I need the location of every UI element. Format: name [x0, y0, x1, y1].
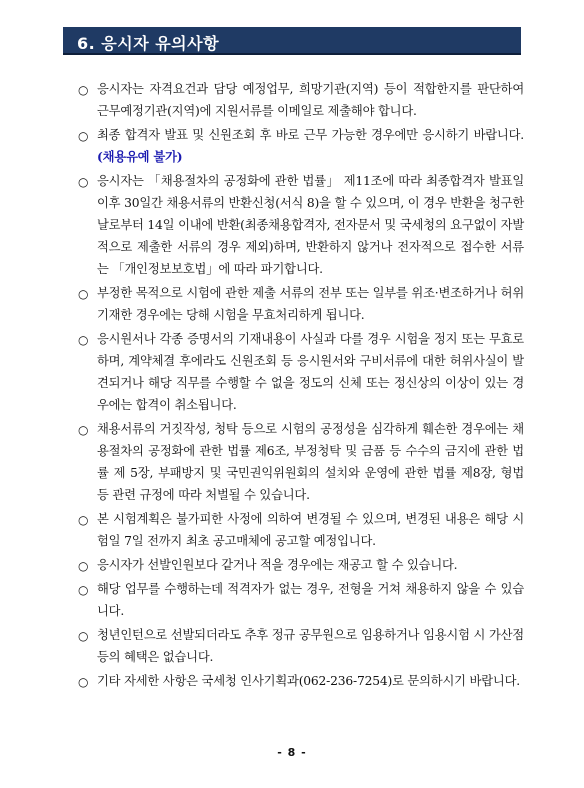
notice-text: 기타 자세한 사항은 국세청 인사기획과(062-236-7254)로 문의하시기 바랍니다. — [97, 674, 520, 688]
notice-text: 응시자는 「채용절차의 공정화에 관한 법률」 제11조에 따라 최종합격자 발표일 이후 30일간 채용서류의 반환신청(서식 8)을 할 수 있으며, 이 경우 반환을 청구한 날로부터 14일 이내에 반환(최종채용합격자, 전자문서 및 국세청의 요구없이 자발적으로 제출한 서류의 경우 제외)하며, 반환하지 않거나 전자적으로 접수한 서류는 「개인정보보호법」에 따라 파기합니다. — [97, 174, 524, 276]
list-item — [74, 124, 524, 168]
bullet-circle-icon: ○ — [78, 559, 89, 573]
list-item — [74, 508, 524, 552]
list-item — [74, 328, 524, 416]
notice-text — [97, 124, 524, 168]
notice-text: 부정한 목적으로 시험에 관한 제출 서류의 전부 또는 일부를 위조·변조하거나 허위 기재한 경우에는 당해 시험을 무효처리하게 됩니다. — [97, 286, 524, 322]
list-item — [74, 282, 524, 326]
bullet-circle-icon: ○ — [78, 423, 89, 437]
bullet-circle-icon: ○ — [78, 675, 89, 689]
notice-text: 해당 업무를 수행하는데 적격자가 없는 경우, 전형을 거쳐 채용하지 않을 수 있습니다. — [97, 582, 524, 618]
section-header — [63, 27, 521, 55]
bullet-circle-icon: ○ — [78, 287, 89, 301]
notice-text: 청년인턴으로 선발되더라도 추후 정규 공무원으로 임용하거나 임용시험 시 가산점 등의 혜택은 없습니다. — [97, 628, 524, 664]
list-item — [74, 624, 524, 668]
bullet-circle-icon: ○ — [78, 333, 89, 347]
bullet-circle-icon: ○ — [78, 513, 89, 527]
list-item — [74, 170, 524, 280]
notice-list — [74, 78, 524, 694]
notice-text: 채용서류의 거짓작성, 청탁 등으로 시험의 공정성을 심각하게 훼손한 경우에는 채용절차의 공정화에 관한 법률 제6조, 부정청탁 및 금품 등 수수의 금지에 관한 법률 제 5장, 부패방지 및 국민권익위원회의 설치와 운영에 관한 법률 제8장, 형법 등 관련 규정에 따라 처벌될 수 있습니다. — [97, 422, 524, 502]
bullet-circle-icon: ○ — [78, 83, 89, 97]
list-item — [74, 554, 524, 576]
notice-text: 본 시험계획은 불가피한 사정에 의하여 변경될 수 있으며, 변경된 내용은 해당 시험일 7일 전까지 최초 공고매체에 공고할 예정입니다. — [97, 512, 524, 548]
list-item — [74, 578, 524, 622]
notice-text: 응시원서나 각종 증명서의 기재내용이 사실과 다를 경우 시험을 정지 또는 무효로 하며, 계약체결 후에라도 신원조회 등 응시원서와 구비서류에 대한 허위사실이 발견되거나 해당 직무를 수행할 수 없을 정도의 신체 또는 정신상의 이상이 있는 경우에는 합격이 취소됩니다. — [97, 332, 524, 412]
list-item — [74, 418, 524, 506]
list-item — [74, 78, 524, 122]
bullet-circle-icon: ○ — [78, 175, 89, 189]
section-title: 6. 응시자 유의사항 — [77, 34, 220, 53]
notice-text-main: 최종 합격자 발표 및 신원조회 후 바로 근무 가능한 경우에만 응시하기 바랍니다. — [97, 128, 524, 142]
bullet-circle-icon: ○ — [78, 129, 89, 143]
list-item — [74, 670, 524, 692]
notice-text: 응시자가 선발인원보다 같거나 적을 경우에는 재공고 할 수 있습니다. — [97, 558, 458, 572]
page-number: - 8 - — [277, 746, 307, 759]
emphasis-text: (채용유예 불가) — [97, 149, 183, 164]
bullet-circle-icon: ○ — [78, 583, 89, 597]
notice-text: 응시자는 자격요건과 담당 예정업무, 희망기관(지역) 등이 적합한지를 판단하여 근무예정기관(지역)에 지원서류를 이메일로 제출해야 합니다. — [97, 82, 524, 118]
bullet-circle-icon: ○ — [78, 629, 89, 643]
